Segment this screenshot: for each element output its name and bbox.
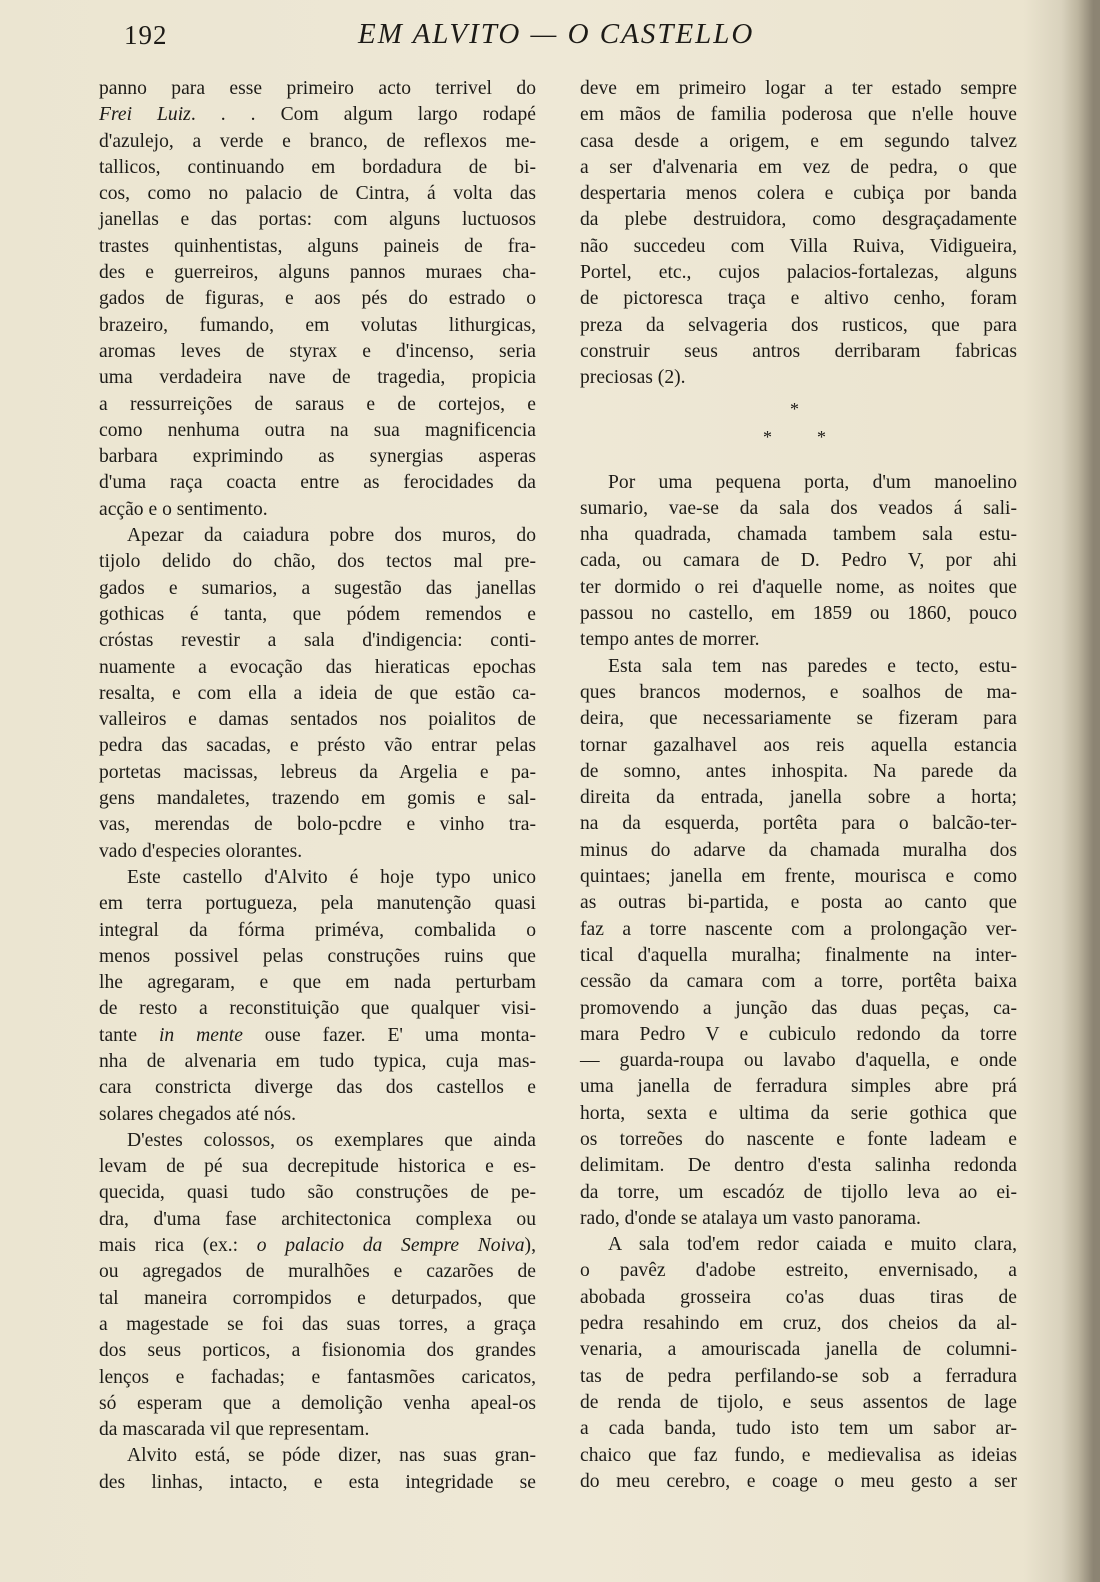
text-line: preza da selvageria dos rusticos, que para — [580, 314, 1017, 336]
text-line: cessão da camara com a torre, portêta baixa — [580, 971, 1017, 993]
text-segment: cróstas revestir a sala d'indigencia: conti- — [99, 630, 536, 652]
text-line: horta, sexta e ultima da serie gothica que — [580, 1102, 1017, 1124]
text-segment: ), — [524, 1235, 536, 1257]
text-line — [99, 1075, 536, 1101]
text-line — [99, 1102, 536, 1128]
text-line: em mãos de familia poderosa que n'elle houve — [580, 104, 1017, 126]
right-column-top-section — [580, 76, 1017, 392]
text-line — [99, 839, 536, 865]
text-segment: acção e o sentimento. — [99, 498, 268, 520]
text-line — [99, 497, 536, 523]
text-line: passou no castello, em 1859 ou 1860, pouco — [580, 603, 1017, 625]
text-line — [99, 1233, 536, 1259]
text-line — [99, 970, 536, 996]
text-segment: janellas e das portas: com alguns luctuosos — [99, 209, 536, 231]
text-line — [99, 549, 536, 575]
text-line — [99, 576, 536, 602]
text-line — [99, 1154, 536, 1180]
asterism-star: * — [763, 426, 772, 447]
text-segment: tijolo delido do chão, dos tectos mal pre- — [99, 551, 536, 573]
text-line: de pictoresca traça e altivo cenho, foram — [580, 288, 1017, 310]
text-line: tempo antes de morrer. — [580, 629, 760, 651]
text-segment: panno para esse primeiro acto terrivel do — [99, 78, 536, 99]
text-line — [99, 602, 536, 628]
text-segment: vas, merendas de bolo-pcdre e vinho tra- — [99, 814, 536, 836]
text-line — [99, 918, 536, 944]
text-segment: quecida, quasi tudo são construções de pe- — [99, 1182, 536, 1204]
right-text-column — [580, 76, 1017, 1495]
page-header — [0, 18, 1060, 58]
text-line: ques brancos modernos, e soalhos de ma- — [580, 681, 1017, 703]
text-line: do meu cerebro, e coage o meu gesto a ser — [580, 1470, 1017, 1492]
text-line: abobada grosseira co'as duas tiras de — [580, 1286, 1017, 1308]
text-line — [99, 1417, 536, 1443]
text-segment: tallicos, continuando em bordadura de bi- — [99, 156, 536, 178]
text-line — [99, 1207, 536, 1233]
text-line — [99, 1259, 536, 1285]
text-line: deira, que necessariamente se fizeram para — [580, 708, 1017, 730]
text-line — [99, 1391, 536, 1417]
text-segment: a magestade se foi das suas torres, a graça — [99, 1313, 536, 1335]
left-text-column — [99, 76, 536, 1496]
text-segment: des e guerreiros, alguns pannos muraes cha- — [99, 262, 536, 284]
text-segment: em terra portugueza, pela manutenção quasi — [99, 893, 536, 915]
text-line: pedra resahindo em cruz, dos cheios da al- — [580, 1313, 1017, 1335]
text-segment: ouse fazer. E' uma monta- — [242, 1024, 536, 1046]
text-segment: como nenhuma outra na sua magnificencia — [99, 419, 536, 441]
text-segment: integral da fórma priméva, combalida o — [99, 919, 536, 941]
text-line: não succedeu com Villa Ruiva, Vidigueira, — [580, 235, 1017, 257]
text-line: construir seus antros derribaram fabricas — [580, 340, 1017, 362]
text-line — [99, 1338, 536, 1364]
text-line — [99, 1365, 536, 1391]
text-segment: gados e sumarios, a sugestão das janellas — [99, 577, 536, 599]
text-segment: ou agregados de muralhões e cazarões de — [99, 1261, 536, 1283]
text-line — [99, 944, 536, 970]
text-segment: gens mandaletes, trazendo em gomis e sal- — [99, 788, 536, 810]
text-segment: trastes quinhentistas, alguns paineis de fra- — [99, 235, 536, 257]
text-segment: vado d'especies olorantes. — [99, 840, 303, 862]
text-line — [99, 181, 536, 207]
text-line — [99, 1128, 536, 1154]
text-segment: D'estes colossos, os exemplares que ainda — [127, 1129, 536, 1151]
text-segment: aromas leves de styrax e d'incenso, seria — [99, 340, 536, 362]
text-line: da torre, um escadóz de tijollo leva ao ei- — [580, 1181, 1017, 1203]
text-line — [99, 286, 536, 312]
text-line: rado, d'onde se atalaya um vasto panorama. — [580, 1207, 921, 1229]
text-line — [99, 207, 536, 233]
text-line: a cada banda, tudo isto tem um sabor ar- — [580, 1418, 1017, 1440]
text-line — [99, 733, 536, 759]
text-segment: da mascarada vil que representam. — [99, 1419, 370, 1441]
text-line: despertaria menos colera e cubiça por banda — [580, 183, 1017, 205]
running-title: EM ALVITO — O CASTELLO — [358, 18, 755, 50]
text-line: casa desde a origem, e em segundo talvez — [580, 130, 1017, 152]
text-segment: só esperam que a demolição venha apeal-os — [99, 1392, 536, 1414]
text-line: deve em primeiro logar a ter estado sempre — [580, 78, 1017, 99]
text-line: na da esquerda, portêta para o balcão-ter- — [580, 813, 1017, 835]
text-line — [99, 681, 536, 707]
text-segment: Alvito está, se póde dizer, nas suas gran- — [127, 1445, 536, 1467]
text-line — [99, 1286, 536, 1312]
italic-text-segment: in mente — [158, 1024, 243, 1046]
text-line: chaico que faz fundo, e medievalisa as ideias — [580, 1444, 1017, 1466]
text-segment: valleiros e damas sentados nos poialitos de — [99, 709, 536, 731]
text-segment: pedra das sacadas, e présto vão entrar pelas — [99, 735, 536, 757]
text-line — [99, 655, 536, 681]
text-line: preciosas (2). — [580, 367, 686, 389]
text-line — [99, 76, 536, 102]
text-segment: lhe agregaram, e que em nada perturbam — [99, 972, 536, 994]
text-line: venaria, a amouriscada janella de columni- — [580, 1339, 1017, 1361]
text-segment: uma verdadeira nave de tragedia, propicia — [99, 367, 536, 389]
italic-text-segment: Frei Luiz — [99, 104, 191, 126]
text-line: de somno, antes inhospita. Na parede da — [580, 760, 1017, 782]
text-line: mara Pedro V e cubiculo redondo da torre — [580, 1023, 1017, 1045]
text-segment: levam de pé sua decrepitude historica e es- — [99, 1156, 536, 1178]
text-line — [99, 234, 536, 260]
text-line — [99, 313, 536, 339]
text-line — [99, 392, 536, 418]
text-line: os torreões do nascente e fonte ladeam e — [580, 1128, 1017, 1150]
text-segment: Apezar da caiadura pobre dos muros, do — [127, 525, 536, 547]
text-line — [99, 1312, 536, 1338]
text-segment: d'azulejo, a verde e branco, de reflexos me- — [99, 130, 536, 152]
text-line — [99, 1023, 536, 1049]
text-line — [99, 1049, 536, 1075]
text-segment: barbara exprimindo as synergias asperas — [99, 446, 536, 468]
text-segment: lenços e fachadas; e fantasmões caricatos, — [99, 1366, 536, 1388]
text-line — [99, 628, 536, 654]
text-line — [99, 365, 536, 391]
text-line: da plebe destruidora, como desgraçadamente — [580, 209, 1017, 231]
asterism-star: * — [790, 398, 799, 419]
text-segment: portetas macissas, lebreus da Argelia e pa- — [99, 761, 536, 783]
text-line: ter dormido o rei d'aquelle nome, as noites que — [580, 576, 1017, 598]
text-segment: des linhas, intacto, e esta integridade se — [99, 1471, 536, 1493]
text-segment: dra, d'uma fase architectonica complexa ou — [99, 1208, 536, 1230]
text-segment: resalta, e com ella a ideia de que estão ca- — [99, 682, 536, 704]
text-line — [99, 1180, 536, 1206]
text-segment: tante — [99, 1024, 159, 1046]
text-line: tical d'aquella muralha; finalmente na inter- — [580, 944, 1017, 966]
text-line — [99, 470, 536, 496]
text-line — [99, 1443, 536, 1469]
text-line — [99, 444, 536, 470]
text-line: tornar gazalhavel aos reis aquella estancia — [580, 734, 1017, 756]
page-number: 192 — [124, 20, 168, 50]
text-segment: . . . Com algum largo rodapé — [190, 104, 536, 126]
text-line — [99, 812, 536, 838]
text-line — [99, 260, 536, 286]
text-line — [99, 760, 536, 786]
text-line: promovendo a junção das duas peças, ca- — [580, 997, 1017, 1019]
text-line: faz a torre nascente com a prolongação ver- — [580, 918, 1017, 940]
text-line — [99, 155, 536, 181]
text-line: tas de pedra perfilando-se sob a ferradura — [580, 1365, 1017, 1387]
text-segment: gothicas é tanta, que pódem remendos e — [99, 603, 536, 625]
text-line — [99, 891, 536, 917]
right-column-bottom-section — [580, 470, 1017, 1496]
text-line — [99, 786, 536, 812]
text-segment: de resto a reconstituição que qualquer visi- — [99, 998, 536, 1020]
text-line: Por uma pequena porta, d'um manoelino — [608, 471, 1017, 493]
text-line — [99, 129, 536, 155]
text-line: de renda de tijolo, e seus assentos de lage — [580, 1391, 1017, 1413]
text-line — [99, 523, 536, 549]
text-line: uma janella de ferradura simples abre prá — [580, 1076, 1017, 1098]
text-line — [99, 339, 536, 365]
text-line: — guarda-roupa ou lavabo d'aquella, e onde — [580, 1050, 1017, 1072]
text-line: nha quadrada, chamada tambem sala estu- — [580, 524, 1017, 546]
italic-text-segment: o palacio da Sempre Noiva — [256, 1235, 525, 1257]
text-segment: solares chegados até nós. — [99, 1103, 296, 1125]
text-line — [99, 1470, 536, 1496]
text-line: as outras bi-partida, e posta ao canto que — [580, 892, 1017, 914]
text-segment: brazeiro, fumando, em volutas lithurgicas, — [99, 314, 536, 336]
text-segment: dos seus porticos, a fisionomia dos grandes — [99, 1340, 536, 1362]
text-segment: mais rica (ex.: — [99, 1235, 257, 1257]
text-segment: a ressurreições de saraus e de cortejos, e — [99, 393, 536, 415]
text-line: quintaes; janella em frente, mourisca e como — [580, 866, 1017, 888]
text-segment: cos, como no palacio de Cintra, á volta das — [99, 183, 536, 205]
text-line: A sala tod'em redor caiada e muito clara, — [608, 1234, 1017, 1256]
text-segment: Este castello d'Alvito é hoje typo unico — [127, 866, 536, 888]
text-line — [99, 102, 536, 128]
asterism-star: * — [817, 426, 826, 447]
text-line: Portel, etc., cujos palacios-fortalezas, alguns — [580, 262, 1017, 284]
text-segment: gados de figuras, e aos pés do estrado o — [99, 288, 536, 310]
text-line — [99, 707, 536, 733]
text-segment: nuamente a evocação das hieraticas epochas — [99, 656, 536, 678]
text-line: a ser d'alvenaria em vez de pedra, o que — [580, 156, 1017, 178]
text-line — [99, 996, 536, 1022]
text-segment: cara constricta diverge das dos castellos e — [99, 1077, 536, 1099]
text-line: delimitam. De dentro d'esta salinha redonda — [580, 1155, 1017, 1177]
asterism-divider — [580, 392, 1017, 470]
text-segment: menos possivel pelas construções ruins que — [99, 945, 536, 967]
text-segment: tal maneira corrompidos e deturpados, que — [99, 1287, 536, 1309]
text-line: Esta sala tem nas paredes e tecto, estu- — [608, 655, 1017, 677]
text-segment: d'uma raça coacta entre as ferocidades da — [99, 472, 536, 494]
text-line: minus do adarve da chamada muralha dos — [580, 839, 1017, 861]
text-line: direita da entrada, janella sobre a horta; — [580, 787, 1017, 809]
text-line: sumario, vae-se da sala dos veados á sali- — [580, 497, 1017, 519]
text-line: o pavêz d'adobe estreito, envernisado, a — [580, 1260, 1017, 1282]
text-line: cada, ou camara de D. Pedro V, por ahi — [580, 550, 1017, 572]
text-segment: nha de alvenaria em tudo typica, cuja mas- — [99, 1050, 536, 1072]
text-line — [99, 865, 536, 891]
text-line — [99, 418, 536, 444]
